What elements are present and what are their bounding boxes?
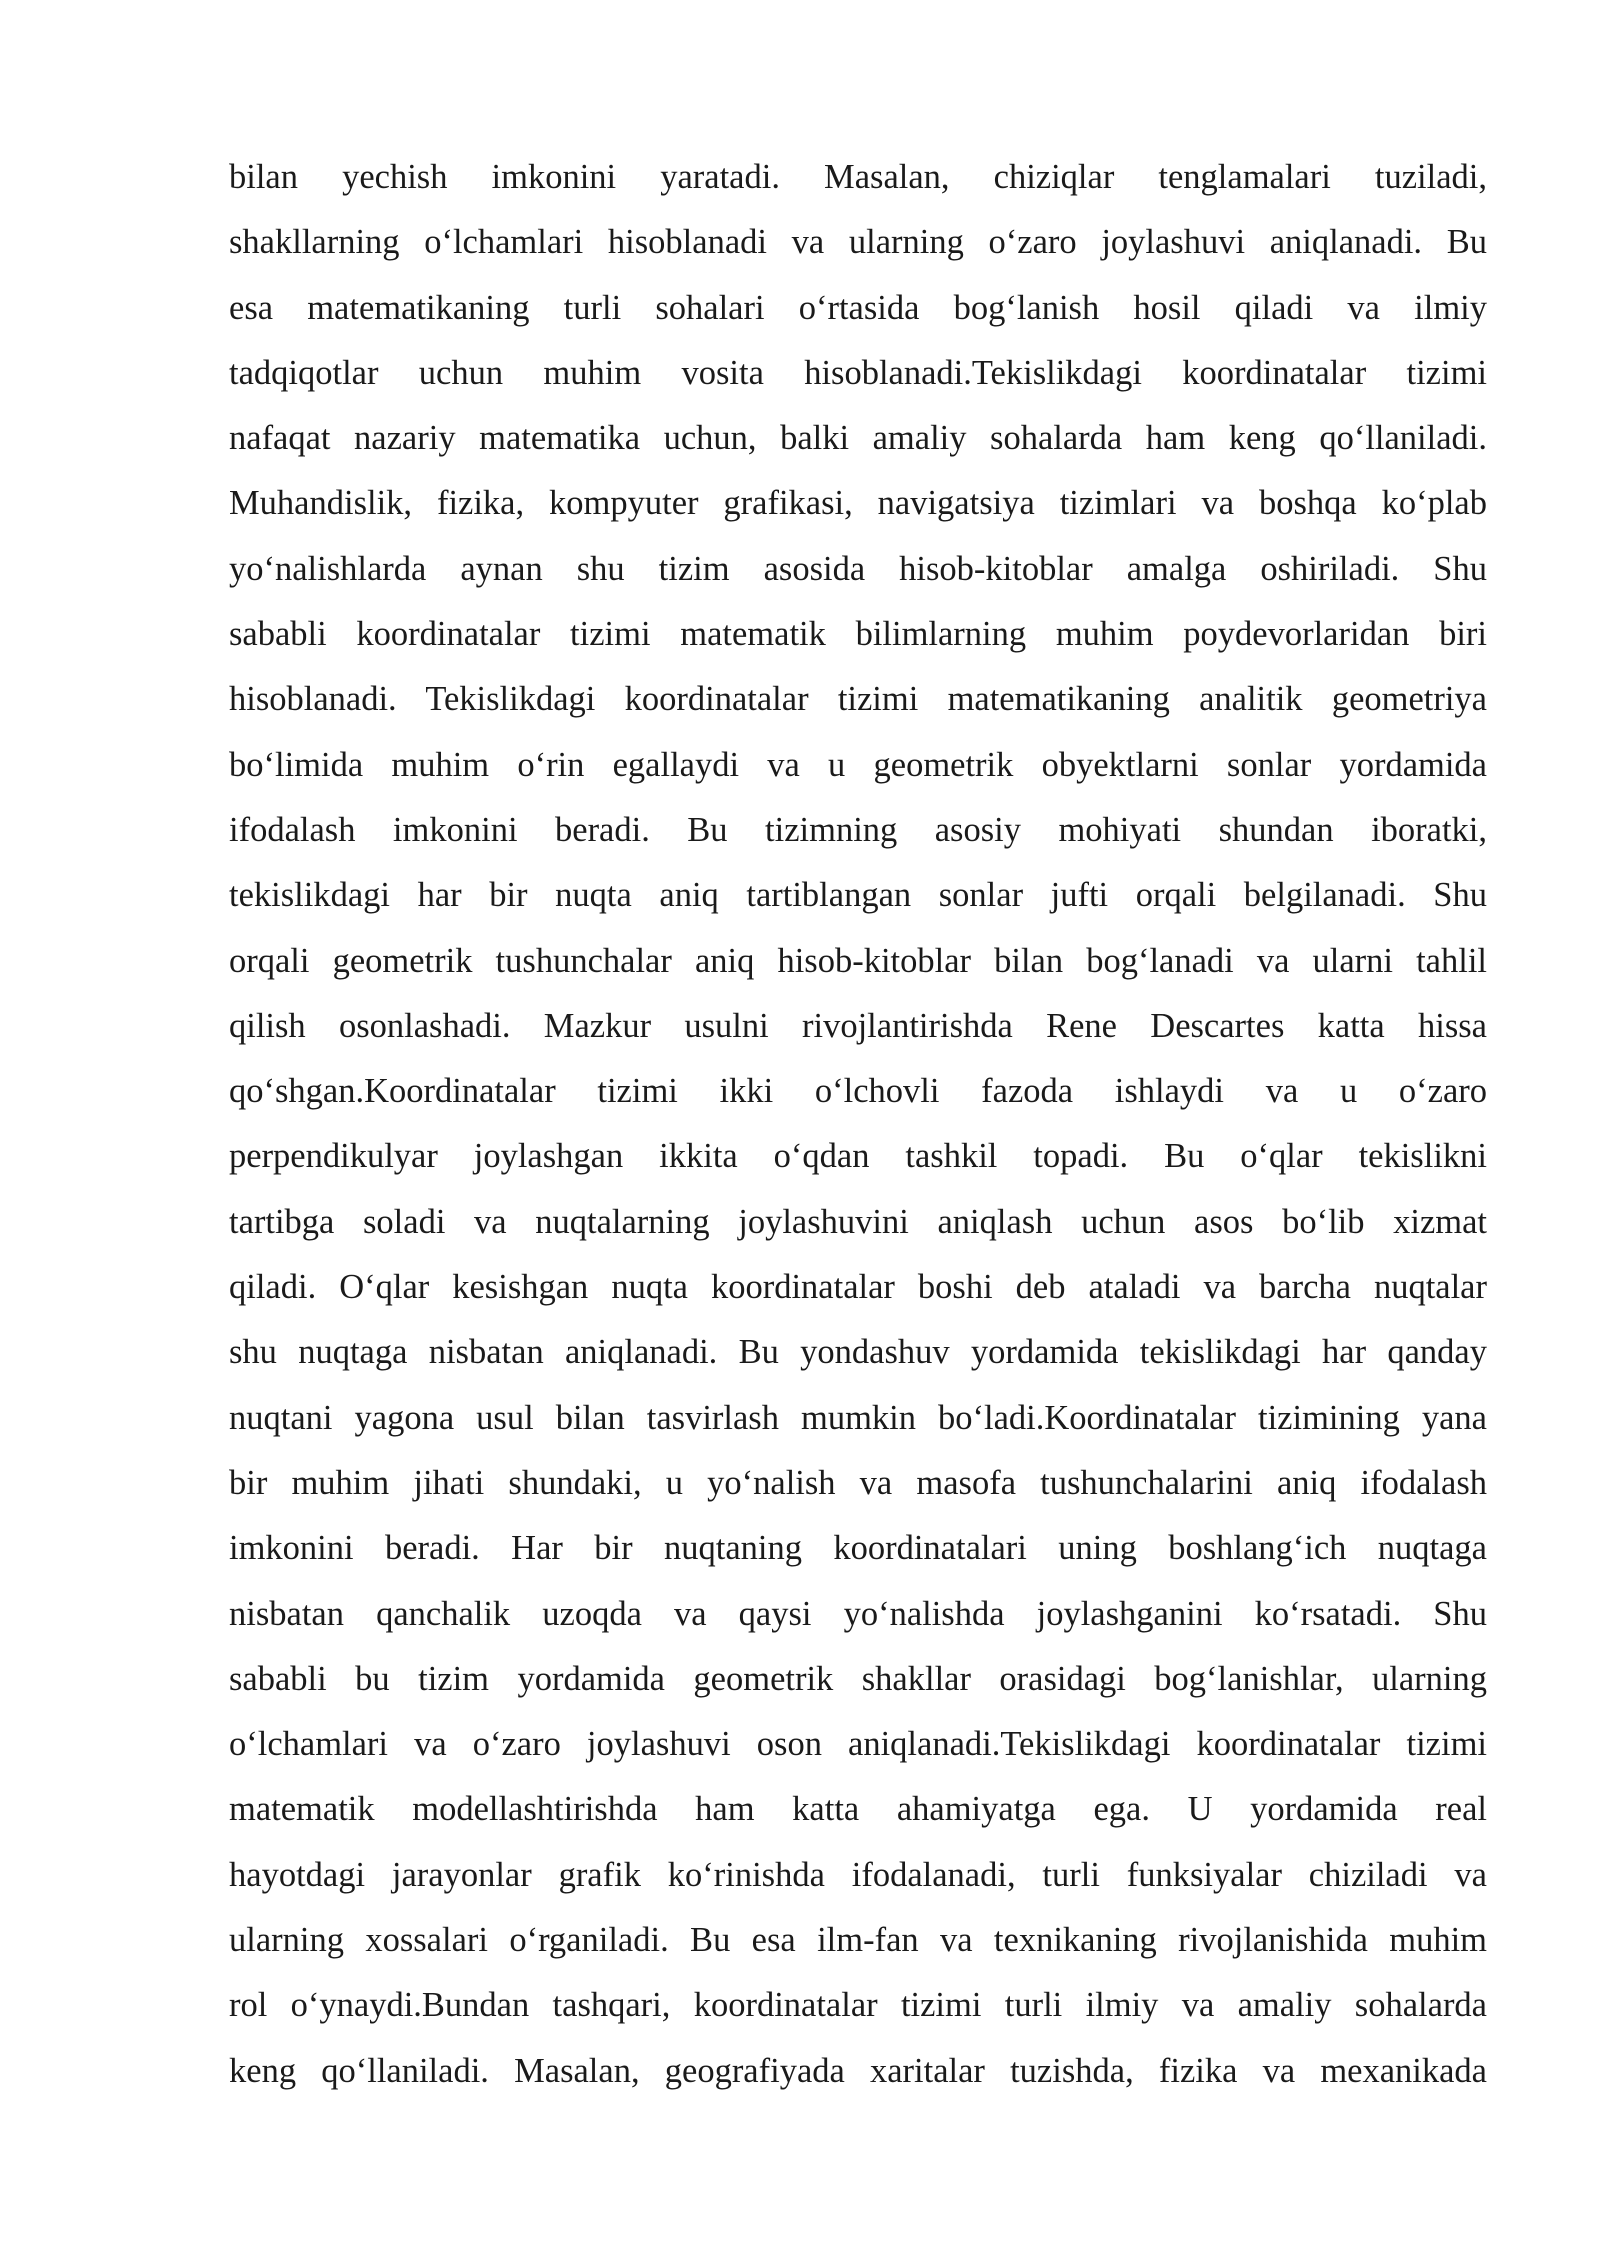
text-line: matematik modellashtirishda ham katta ahamiyatga ega. U yordamida real (229, 1790, 1487, 1829)
text-line: ularning xossalari o‘rganiladi. Bu esa ilm-fan va texnikaning rivojlanishida muhim (229, 1921, 1487, 1960)
text-line: o‘lchamlari va o‘zaro joylashuvi oson aniqlanadi.Tekislikdagi koordinatalar tizimi (229, 1725, 1487, 1764)
text-line: bilan yechish imkonini yaratadi. Masalan, chiziqlar tenglamalari tuziladi, (229, 158, 1487, 196)
text-line: tekislikdagi har bir nuqta aniq tartiblangan sonlar jufti orqali belgilanadi. Shu (229, 876, 1487, 915)
text-line: rol o‘ynaydi.Bundan tashqari, koordinatalar tizimi turli ilmiy va amaliy sohalarda (229, 1986, 1487, 2025)
text-line: keng qo‘llaniladi. Masalan, geografiyada xaritalar tuzishda, fizika va mexanikada (229, 2051, 1487, 2090)
text-line: qilish osonlashadi. Mazkur usulni rivojlantirishda Rene Descartes katta hissa (229, 1006, 1487, 1045)
text-line: orqali geometrik tushunchalar aniq hisob-kitoblar bilan bog‘lanadi va ularni tahlil (229, 941, 1487, 980)
text-line: ifodalash imkonini beradi. Bu tizimning asosiy mohiyati shundan iboratki, (229, 810, 1487, 849)
text-line: perpendikulyar joylashgan ikkita o‘qdan tashkil topadi. Bu o‘qlar tekislikni (229, 1137, 1487, 1176)
text-line: hayotdagi jarayonlar grafik ko‘rinishda ifodalanadi, turli funksiyalar chiziladi va (229, 1855, 1487, 1894)
text-line: qo‘shgan.Koordinatalar tizimi ikki o‘lchovli fazoda ishlaydi va u o‘zaro (229, 1072, 1487, 1111)
text-line: sababli bu tizim yordamida geometrik shakllar orasidagi bog‘lanishlar, ularning (229, 1659, 1487, 1698)
text-line: nuqtani yagona usul bilan tasvirlash mumkin bo‘ladi.Koordinatalar tizimining yana (229, 1398, 1487, 1437)
text-line: imkonini beradi. Har bir nuqtaning koordinatalari uning boshlang‘ich nuqtaga (229, 1529, 1487, 1568)
text-line: nafaqat nazariy matematika uchun, balki amaliy sohalarda ham keng qo‘llaniladi. (229, 419, 1487, 458)
text-line: sababli koordinatalar tizimi matematik bilimlarning muhim poydevorlaridan biri (229, 615, 1487, 654)
text-line: shu nuqtaga nisbatan aniqlanadi. Bu yondashuv yordamida tekislikdagi har qanday (229, 1333, 1487, 1372)
text-line: yo‘nalishlarda aynan shu tizim asosida hisob-kitoblar amalga oshiriladi. Shu (229, 549, 1487, 588)
text-line: tartibga soladi va nuqtalarning joylashuvini aniqlash uchun asos bo‘lib xizmat (229, 1202, 1487, 1241)
text-line: Muhandislik, fizika, kompyuter grafikasi, navigatsiya tizimlari va boshqa ko‘plab (229, 484, 1487, 523)
text-line: tadqiqotlar uchun muhim vosita hisoblanadi.Tekislikdagi koordinatalar tizimi (229, 353, 1487, 392)
text-line: hisoblanadi. Tekislikdagi koordinatalar tizimi matematikaning analitik geometriya (229, 680, 1487, 719)
text-line: bo‘limida muhim o‘rin egallaydi va u geometrik obyektlarni sonlar yordamida (229, 745, 1487, 784)
text-line: esa matematikaning turli sohalari o‘rtasida bog‘lanish hosil qiladi va ilmiy (229, 288, 1487, 327)
text-line: bir muhim jihati shundaki, u yo‘nalish va masofa tushunchalarini aniq ifodalash (229, 1463, 1487, 1502)
body-paragraph (229, 145, 1487, 2104)
text-line: nisbatan qanchalik uzoqda va qaysi yo‘nalishda joylashganini ko‘rsatadi. Shu (229, 1594, 1487, 1633)
text-line: shakllarning o‘lchamlari hisoblanadi va ularning o‘zaro joylashuvi aniqlanadi. Bu (229, 223, 1487, 262)
text-line: qiladi. O‘qlar kesishgan nuqta koordinatalar boshi deb ataladi va barcha nuqtalar (229, 1268, 1487, 1307)
